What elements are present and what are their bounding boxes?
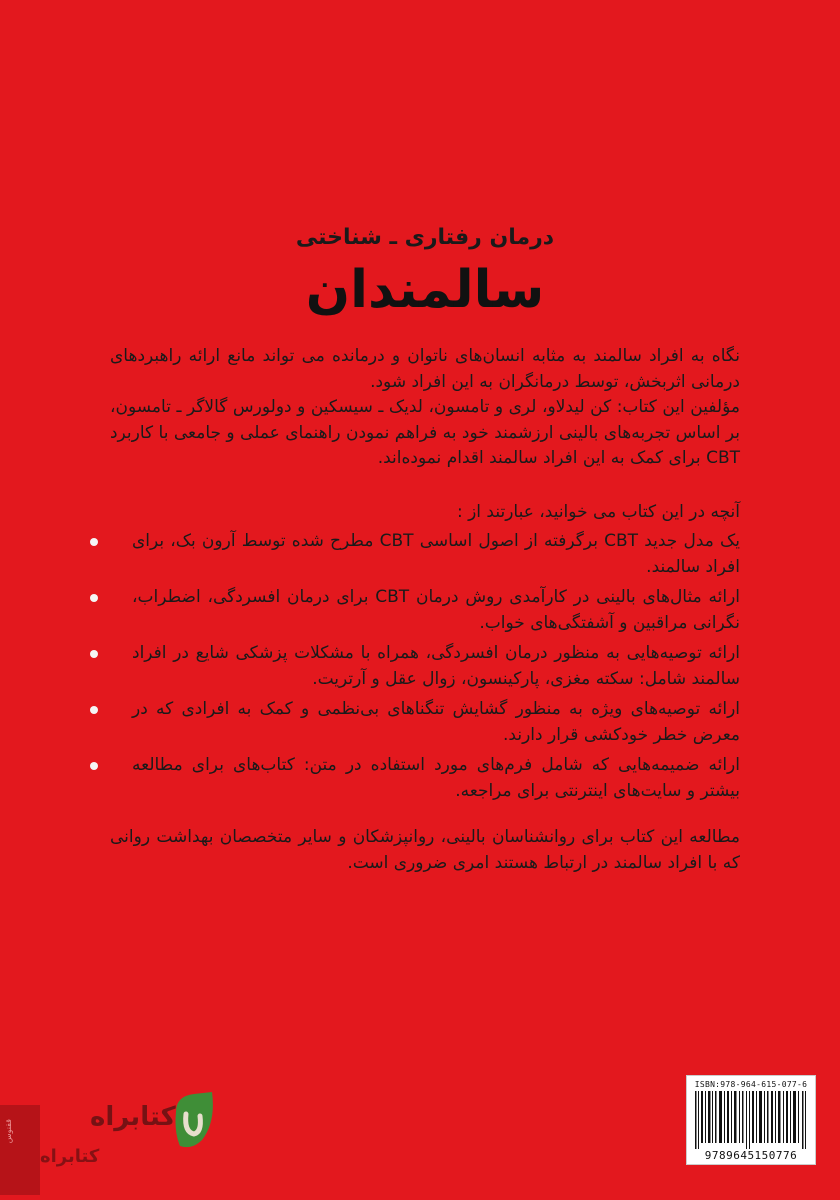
watermark-text: کتابراه [40,1146,100,1167]
publisher-side-mark [0,1105,40,1195]
intro-paragraph-2: مؤلفین این کتاب: کن لیدلاو، لری و تامسون، لدیک ـ سیسکین و دولورس گالاگر ـ تامسون، بر اساس تجربه‌های بالینی ارزشمند خود به فراهم نمودن راهنمای عملی و جامعی با کاربرد CBT برای کمک به این افراد سالمند اقدام نموده‌اند. [109,397,740,468]
list-item: ارائه توصیه‌هایی به منظور درمان افسردگی، همراه با مشکلات پزشکی شایع در افراد سالمند شامل: سکته مغزی، پارکینسون، زوال عقل و آرتریت. [110,640,740,692]
list-item: ارائه مثال‌های بالینی در کارآمدی روش درمان CBT برای درمان افسردگی، اضطراب، نگرانی مراقبین و آشفتگی‌های خواب. [110,584,740,636]
intro-text [110,344,740,472]
isbn-label: ISBN:978-964-615-077-6 [694,1080,808,1089]
isbn-barcode [686,1075,816,1165]
publisher-side-text: ققنوس [4,1119,13,1144]
logo-text: کتابراه [90,1102,176,1132]
barcode-number: 9789645150776 [704,1149,798,1162]
book-title: سالمندان [305,260,545,320]
feature-list [110,528,740,808]
publisher-logo-watermark [40,1140,140,1180]
book-subtitle: درمان رفتاری ـ شناختی [295,225,555,250]
list-heading: آنچه در این کتاب می خوانید، عبارتند از : [456,502,740,522]
closing-paragraph: مطالعه این کتاب برای روانشناسان بالینی، روانپزشکان و سایر متخصصان بهداشت روانی که با افراد سالمند در ارتباط هستند امری ضروری است. [110,827,740,873]
list-item: ارائه ضمیمه‌هایی که شامل فرم‌های مورد استفاده در متن: کتاب‌های برای مطالعه بیشتر و سایت‌های اینترنتی برای مراجعه. [110,752,740,804]
intro-paragraph-1: نگاه به افراد سالمند به مثابه انسان‌های ناتوان و درمانده می تواند مانع ارائه راهبردهای درمانی اثربخش، توسط درمانگران به این افراد شود. [110,346,740,392]
barcode-icon [693,1091,811,1149]
list-item: یک مدل جدید CBT برگرفته از اصول اساسی CBT مطرح شده توسط آرون بک، برای افراد سالمند. [110,528,740,580]
leaf-icon [172,1092,218,1152]
list-item: ارائه توصیه‌های ویژه به منظور گشایش تنگناهای بی‌نظمی و کمک به افرادی که در معرض خطر خودکشی قرار دارند. [110,696,740,748]
